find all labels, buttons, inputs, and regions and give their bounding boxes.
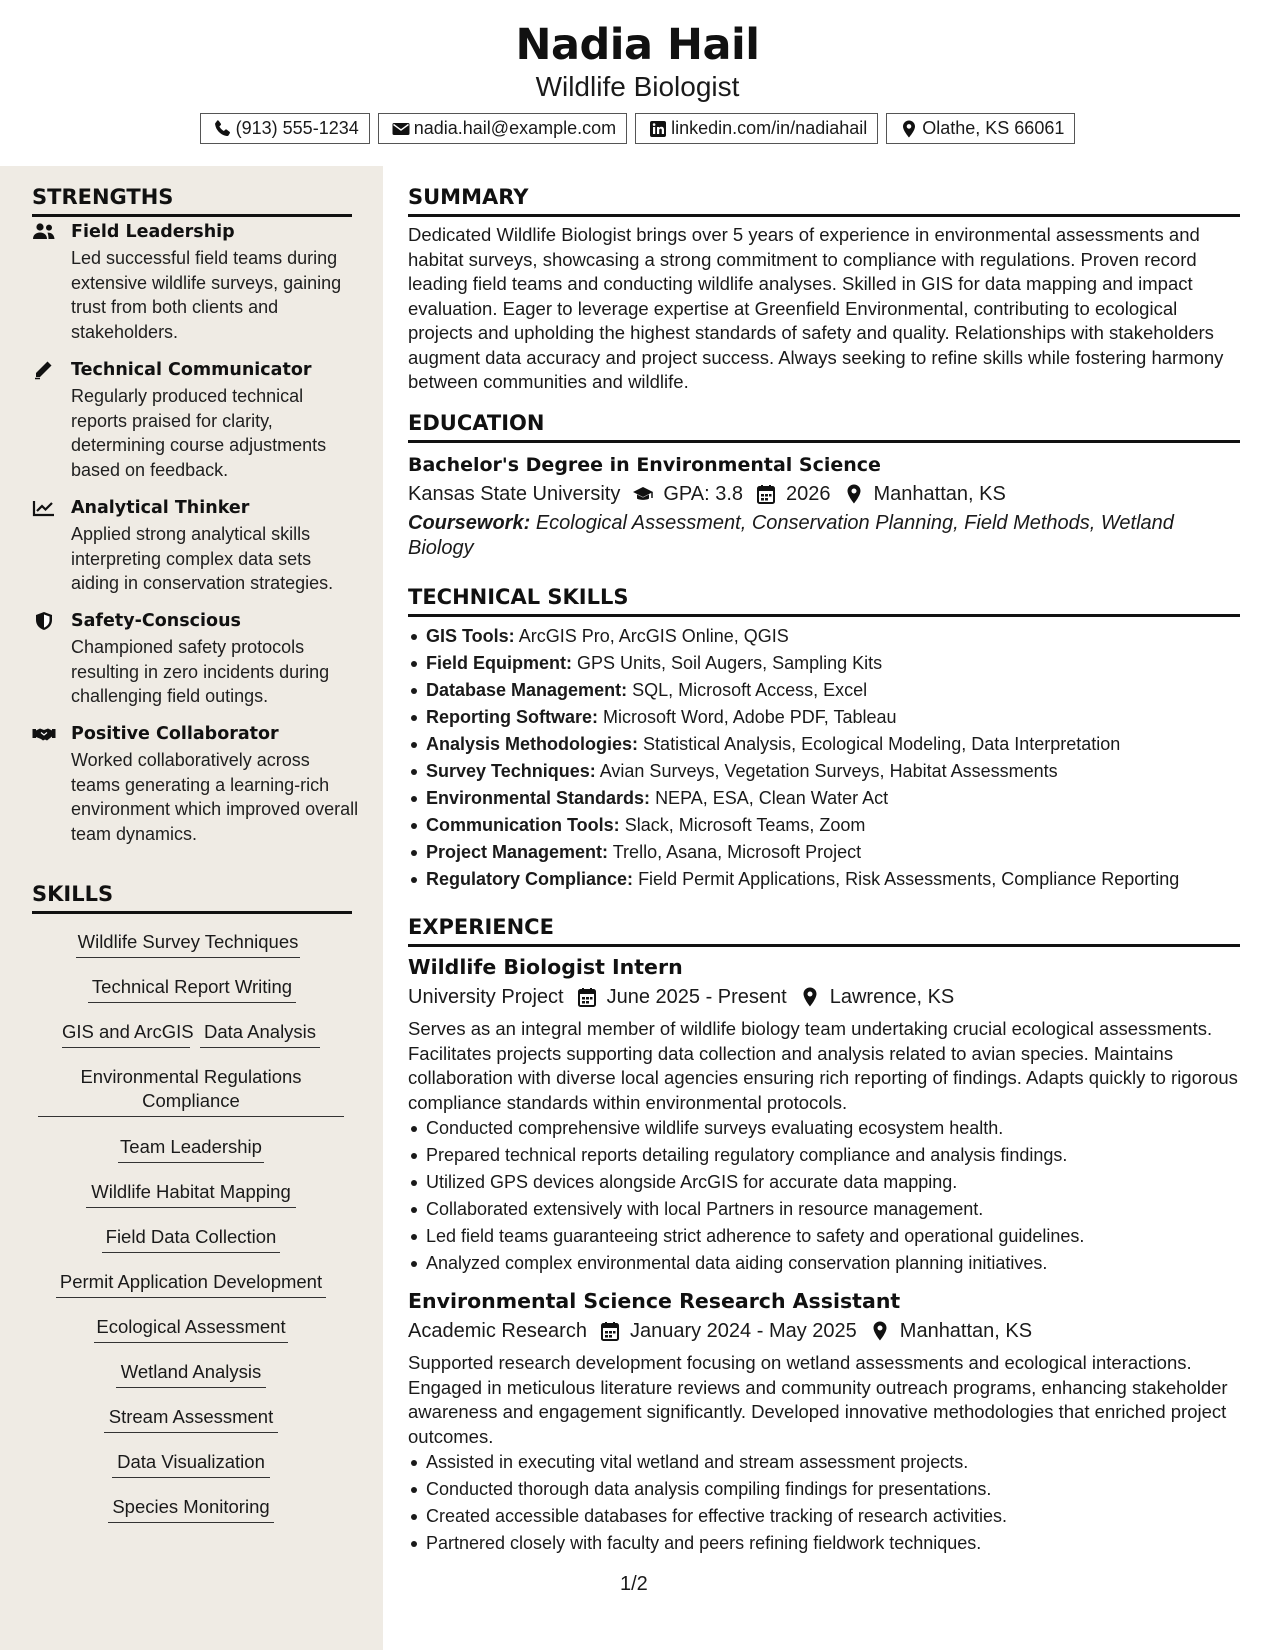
list-item: Utilized GPS devices alongside ArcGIS for accurate data mapping. — [408, 1169, 1240, 1196]
job-title: Environmental Science Research Assistant — [408, 1289, 901, 1313]
experience-section — [408, 914, 1240, 1557]
job-title: Wildlife Biologist Intern — [408, 955, 683, 979]
contact-phone[interactable] — [200, 113, 370, 144]
main-content — [408, 166, 1240, 1650]
skill-tag: Wildlife Survey Techniques — [76, 930, 300, 958]
resume-header — [0, 0, 1275, 166]
map-pin-icon — [799, 986, 821, 1008]
job-dates: June 2025 - Present — [606, 986, 787, 1008]
phone-icon — [213, 119, 233, 139]
job-meta — [408, 983, 1240, 1011]
list-item: Created accessible databases for effective tracking of research activities. — [408, 1503, 1240, 1530]
envelope-icon — [391, 119, 411, 139]
strength-desc: Led successful field teams during extensive wildlife surveys, gaining trust from both clients and stakeholders. — [71, 248, 342, 342]
job-org: University Project — [408, 986, 564, 1008]
shield-icon — [32, 611, 58, 633]
graduation-cap-icon — [632, 483, 654, 505]
candidate-title: Wildlife Biologist — [535, 71, 740, 102]
contact-email[interactable] — [378, 113, 627, 144]
list-item: Environmental Standards: NEPA, ESA, Clean Water Act — [408, 785, 1240, 812]
strength-desc: Worked collaboratively across teams generating a learning-rich environment which improved overall team dynamics. — [71, 750, 359, 844]
school-name: Kansas State University — [408, 483, 621, 505]
technical-skills-heading: TECHNICAL SKILLS — [408, 584, 1240, 617]
list-item: GIS Tools: ArcGIS Pro, ArcGIS Online, QGIS — [408, 623, 1240, 650]
calendar-icon — [599, 1320, 621, 1342]
list-item: Survey Techniques: Avian Surveys, Vegetation Surveys, Habitat Assessments — [408, 758, 1240, 785]
skill-tag: Environmental Regulations Compliance — [38, 1065, 344, 1117]
contact-phone-text: (913) 555-1234 — [235, 118, 359, 138]
contact-linkedin-text: linkedin.com/in/nadiahail — [671, 118, 868, 138]
map-pin-icon — [843, 483, 865, 505]
map-pin-icon — [869, 1320, 891, 1342]
skill-tag: Technical Report Writing — [88, 975, 296, 1003]
list-item: Database Management: SQL, Microsoft Access, Excel — [408, 677, 1240, 704]
linkedin-icon — [648, 119, 668, 139]
skill-tag: Permit Application Development — [56, 1270, 326, 1298]
job-entry — [408, 1287, 1240, 1557]
school-location: Manhattan, KS — [873, 483, 1006, 505]
contact-linkedin[interactable] — [635, 113, 878, 144]
skill-tag: Stream Assessment — [104, 1405, 278, 1433]
education-heading: EDUCATION — [408, 410, 1240, 443]
contact-location-text: Olathe, KS 66061 — [922, 118, 1065, 138]
list-item: Assisted in executing vital wetland and stream assessment projects. — [408, 1449, 1240, 1476]
summary-heading: SUMMARY — [408, 184, 1240, 217]
strengths-heading: STRENGTHS — [32, 184, 352, 217]
list-item: Prepared technical reports detailing regulatory compliance and analysis findings. — [408, 1142, 1240, 1169]
chart-line-icon — [32, 498, 58, 520]
skill-tag: Ecological Assessment — [94, 1315, 288, 1343]
list-item: Reporting Software: Microsoft Word, Adobe PDF, Tableau — [408, 704, 1240, 731]
coursework — [408, 511, 1240, 561]
handshake-icon — [32, 724, 58, 746]
job-bullets — [408, 1449, 1240, 1557]
skill-tag: Data Analysis — [200, 1020, 320, 1048]
strength-desc: Championed safety protocols resulting in zero incidents during challenging field outings. — [71, 637, 330, 706]
job-meta — [408, 1317, 1240, 1345]
skill-tag: Species Monitoring — [108, 1495, 274, 1523]
technical-skills-section — [408, 584, 1240, 893]
contact-bar — [0, 113, 1275, 144]
gpa: GPA: 3.8 — [663, 483, 743, 505]
coursework-list: Ecological Assessment, Conservation Planning, Field Methods, Wetland Biology — [408, 512, 1174, 559]
strength-title: Technical Communicator — [71, 360, 312, 380]
skills-heading: SKILLS — [32, 881, 352, 914]
graduation-year: 2026 — [786, 483, 831, 505]
technical-skills-list — [408, 623, 1240, 893]
calendar-icon — [576, 986, 598, 1008]
skill-tag: Field Data Collection — [102, 1225, 280, 1253]
strength-title: Safety-Conscious — [71, 611, 241, 631]
job-entry — [408, 953, 1240, 1277]
list-item: Led field teams guaranteeing strict adherence to safety and operational guidelines. — [408, 1223, 1240, 1250]
job-description: Serves as an integral member of wildlife biology team undertaking crucial ecological assessments. Facilitates projects supporting data collection and analysis related to avian species. Maintains collaboration with diverse local agencies ensuring rich reporting of findings. Adapts quickly to rigorous compliance standards within environmental protocols. — [408, 1018, 1238, 1113]
list-item: Conducted thorough data analysis compiling findings for presentations. — [408, 1476, 1240, 1503]
strength-title: Analytical Thinker — [71, 498, 250, 518]
skill-tag: Wetland Analysis — [116, 1360, 266, 1388]
list-item: Partnered closely with faculty and peers refining fieldwork techniques. — [408, 1530, 1240, 1557]
map-pin-icon — [899, 119, 919, 139]
list-item: Field Equipment: GPS Units, Soil Augers, Sampling Kits — [408, 650, 1240, 677]
experience-heading: EXPERIENCE — [408, 914, 1240, 947]
job-description: Supported research development focusing on wetland assessments and ecological interactions. Engaged in meticulous literature reviews and community outreach programs, enhancing stakeholder awareness and engagement significantly. Developed innovative methodologies that enriched project outcomes. — [408, 1352, 1228, 1447]
skill-tag: Team Leadership — [118, 1135, 264, 1163]
candidate-name: Nadia Hail — [515, 20, 760, 70]
skill-tag: Data Visualization — [112, 1450, 270, 1478]
list-item: Conducted comprehensive wildlife surveys evaluating ecosystem health. — [408, 1115, 1240, 1142]
list-item: Collaborated extensively with local Partners in resource management. — [408, 1196, 1240, 1223]
strength-title: Positive Collaborator — [71, 724, 279, 744]
job-org: Academic Research — [408, 1320, 587, 1342]
strength-desc: Regularly produced technical reports praised for clarity, determining course adjustments based on feedback. — [71, 386, 327, 480]
education-section — [408, 410, 1240, 561]
job-location: Manhattan, KS — [899, 1320, 1033, 1342]
list-item: Analysis Methodologies: Statistical Analysis, Ecological Modeling, Data Interpretation — [408, 731, 1240, 758]
education-meta — [408, 480, 1240, 508]
sidebar — [0, 166, 383, 1650]
strength-title: Field Leadership — [71, 222, 235, 242]
calendar-icon — [755, 483, 777, 505]
job-location: Lawrence, KS — [829, 986, 955, 1008]
summary-section — [408, 184, 1240, 395]
contact-email-text: nadia.hail@example.com — [413, 118, 617, 138]
summary-text: Dedicated Wildlife Biologist brings over 5 years of experience in environmental assessments and habitat surveys, showcasing a strong commitment to compliance with regulations. Proven record leading field teams and conducting wildlife analyses. Skilled in GIS for data mapping and impact evaluation. Eager to leverage expertise at Greenfield Environmental, contributing to ecological projects and upholding the highest standards of safety and quality. Relationships with stakeholders augment data accuracy and project success. Always seeking to refine skills while fostering harmony between communities and wildlife. — [408, 224, 1224, 392]
coursework-label: Coursework: — [408, 512, 531, 534]
pencil-icon — [32, 360, 58, 382]
list-item: Analyzed complex environmental data aiding conservation planning initiatives. — [408, 1250, 1240, 1277]
contact-location[interactable] — [886, 113, 1075, 144]
job-bullets — [408, 1115, 1240, 1277]
list-item: Project Management: Trello, Asana, Microsoft Project — [408, 839, 1240, 866]
page-number: 1/2 — [620, 1573, 648, 1595]
degree-title: Bachelor's Degree in Environmental Science — [408, 454, 881, 476]
list-item: Communication Tools: Slack, Microsoft Teams, Zoom — [408, 812, 1240, 839]
job-dates: January 2024 - May 2025 — [629, 1320, 857, 1342]
skill-tag: GIS and ArcGIS — [62, 1020, 190, 1048]
strength-desc: Applied strong analytical skills interpreting complex data sets aiding in conservation strategies. — [71, 524, 334, 593]
users-icon — [32, 222, 58, 244]
list-item: Regulatory Compliance: Field Permit Applications, Risk Assessments, Compliance Reporting — [408, 866, 1240, 893]
skill-tag: Wildlife Habitat Mapping — [86, 1180, 296, 1208]
